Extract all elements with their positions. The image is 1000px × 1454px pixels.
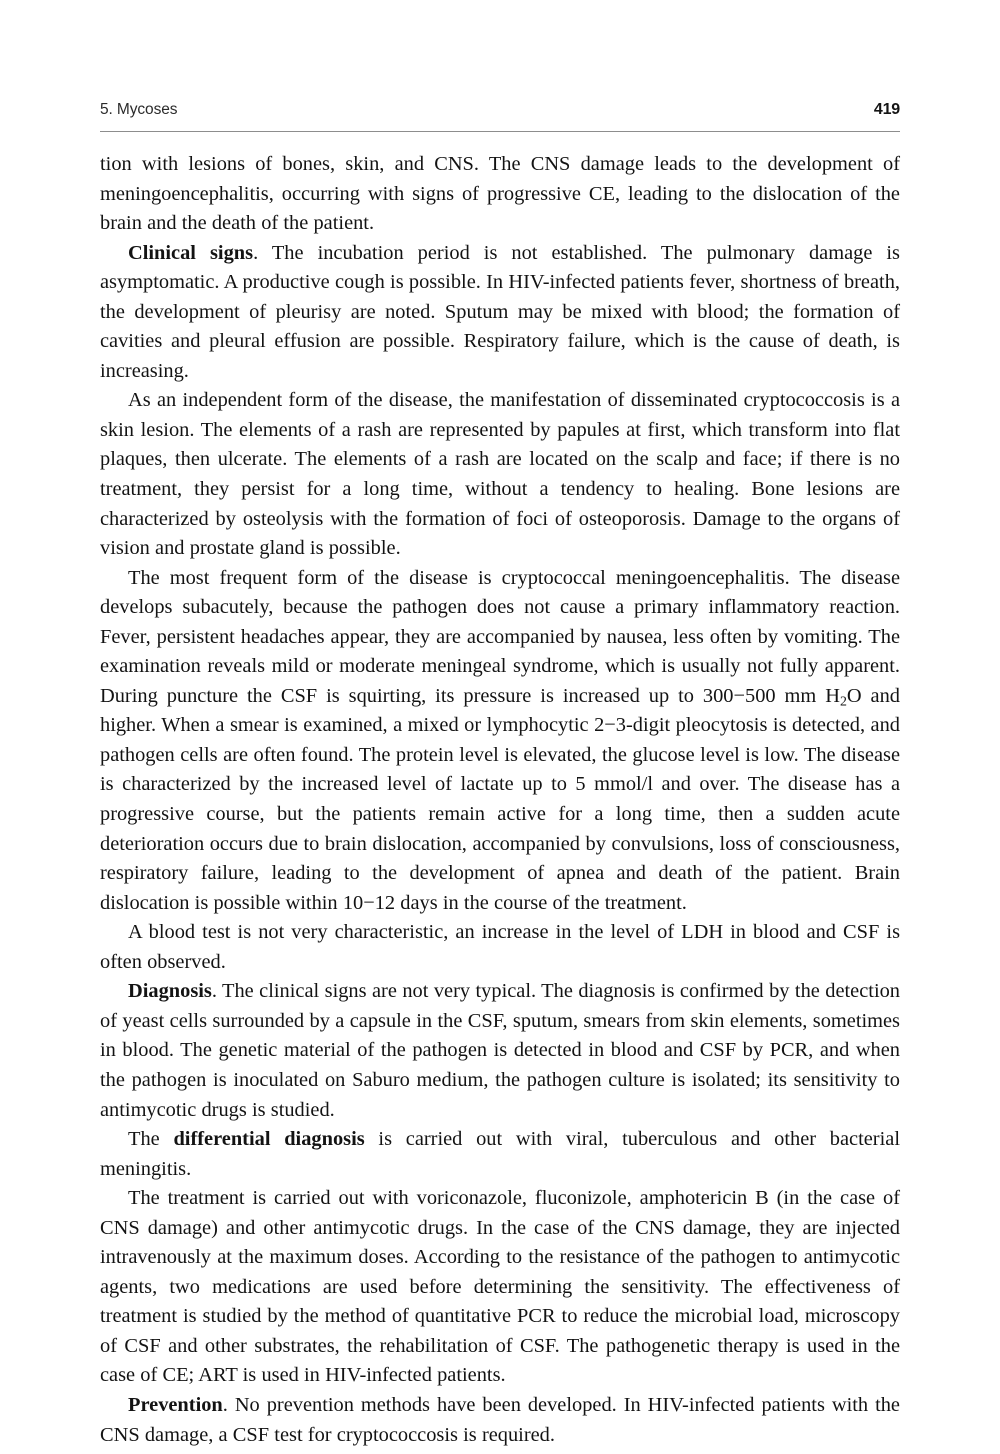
paragraph-meningoencephalitis bbox=[100, 564, 900, 919]
running-head bbox=[100, 101, 900, 119]
paragraph-differential-diagnosis bbox=[100, 1125, 900, 1184]
paragraph-text: tion with lesions of bones, skin, and CNS. The CNS damage leads to the development of meningoencephalitis, occurring with signs of progressive CE, leading to the dislocation of the brain and the death of the patient. bbox=[100, 153, 900, 235]
paragraph-text: . The incubation period is not established. The pulmonary damage is asymptomatic. A productive cough is possible. In HIV-infected patients fever, shortness of breath, the development of pleurisy are noted. Sputum may be mixed with blood; the formation of cavities and pleural effusion are possible. Respiratory failure, which is the cause of death, is increasing. bbox=[100, 241, 900, 382]
paragraph-diagnosis bbox=[100, 977, 900, 1125]
lead-in-clinical-signs: Clinical signs bbox=[128, 241, 254, 264]
running-head-rule bbox=[100, 131, 900, 132]
paragraph-text: The most frequent form of the disease is cryptococcal meningoencephalitis. The disease develops subacutely, because the pathogen does not cause a primary inflammatory reaction. Fever, persistent headaches appear, they are accompanied by nausea, less often by vomiting. The examination reveals mild or moderate meningeal syndrome, which is usually not fully apparent. During puncture the CSF is squirting, its pressure is increased up to 300−500 mm H bbox=[100, 566, 900, 707]
body-text-block bbox=[100, 150, 900, 1450]
page-number: 419 bbox=[873, 101, 900, 118]
paragraph-text: . The clinical signs are not very typical. The diagnosis is confirmed by the detection of yeast cells surrounded by a capsule in the CSF, sputum, smears from skin elements, sometimes in blood. The genetic material of the pathogen is detected in blood and CSF by PCR, and when the pathogen is inoculated on Saburo medium, the pathogen culture is isolated; its sensitivity to antimycotic drugs is studied. bbox=[100, 980, 900, 1121]
inline-bold-differential-diagnosis: differential diagnosis bbox=[173, 1128, 365, 1151]
paragraph-continuation bbox=[100, 150, 900, 239]
paragraph-text: The treatment is carried out with voriconazole, fluconizole, amphotericin B (in the case of CNS damage) and other antimycotic drugs. In the case of the CNS damage, they are injected intravenously at the maximum doses. According to the resistance of the pathogen to antimycotic agents, two medications are used before determining the sensitivity. The effectiveness of treatment is studied by the method of quantitative PCR to reduce the microbial load, microscopy of CSF and other substrates, the rehabilitation of CSF. The pathogenetic therapy is used in the case of CE; ART is used in HIV-infected patients. bbox=[100, 1187, 900, 1387]
paragraph-text-before: The bbox=[128, 1128, 174, 1151]
paragraph-text: A blood test is not very characteristic, an increase in the level of LDH in blood and CSF is often observed. bbox=[100, 921, 900, 973]
paragraph-text-after: is carried out with viral, tuberculous and other bacterial meningitis. bbox=[100, 1128, 900, 1180]
paragraph-clinical-signs bbox=[100, 239, 900, 387]
paragraph-text: . No prevention methods have been developed. In HIV-infected patients with the CNS damage, a CSF test for cryptococcosis is required. bbox=[100, 1393, 900, 1446]
paragraph-blood-test bbox=[100, 918, 900, 977]
paragraph-prevention bbox=[100, 1391, 900, 1450]
running-head-chapter-label: 5. Mycoses bbox=[100, 101, 178, 118]
lead-in-diagnosis: Diagnosis bbox=[128, 980, 212, 1003]
paragraph-text: As an independent form of the disease, the manifestation of disseminated cryptococcosis is a skin lesion. The elements of a rash are represented by papules at first, which transform into flat plaques, then ulcerate. The elements of a rash are located on the scalp and face; if there is no treatment, they persist for a long time, without a tendency to healing. Bone lesions are characterized by osteolysis with the formation of foci of osteoporosis. Damage to the organs of vision and prostate gland is possible. bbox=[100, 389, 900, 560]
paragraph-text-continued: O and higher. When a smear is examined, a mixed or lymphocytic 2−3-digit pleocytosis is detected, and pathogen cells are often found. The protein level is elevated, the glucose level is low. The disease is characterized by the increased level of lactate up to 5 mmol/l and over. The disease has a progressive course, but the patients remain active for a long time, then a sudden acute deterioration occurs due to brain dislocation, accompanied by convulsions, loss of consciousness, respiratory failure, leading to the development of apnea and death of the patient. Brain dislocation is possible within 10−12 days in the course of the treatment. bbox=[100, 684, 900, 914]
paragraph-treatment bbox=[100, 1184, 900, 1391]
paragraph-disseminated-cryptococcosis bbox=[100, 386, 900, 563]
lead-in-prevention: Prevention bbox=[128, 1393, 223, 1416]
subscript-two: 2 bbox=[839, 694, 847, 710]
